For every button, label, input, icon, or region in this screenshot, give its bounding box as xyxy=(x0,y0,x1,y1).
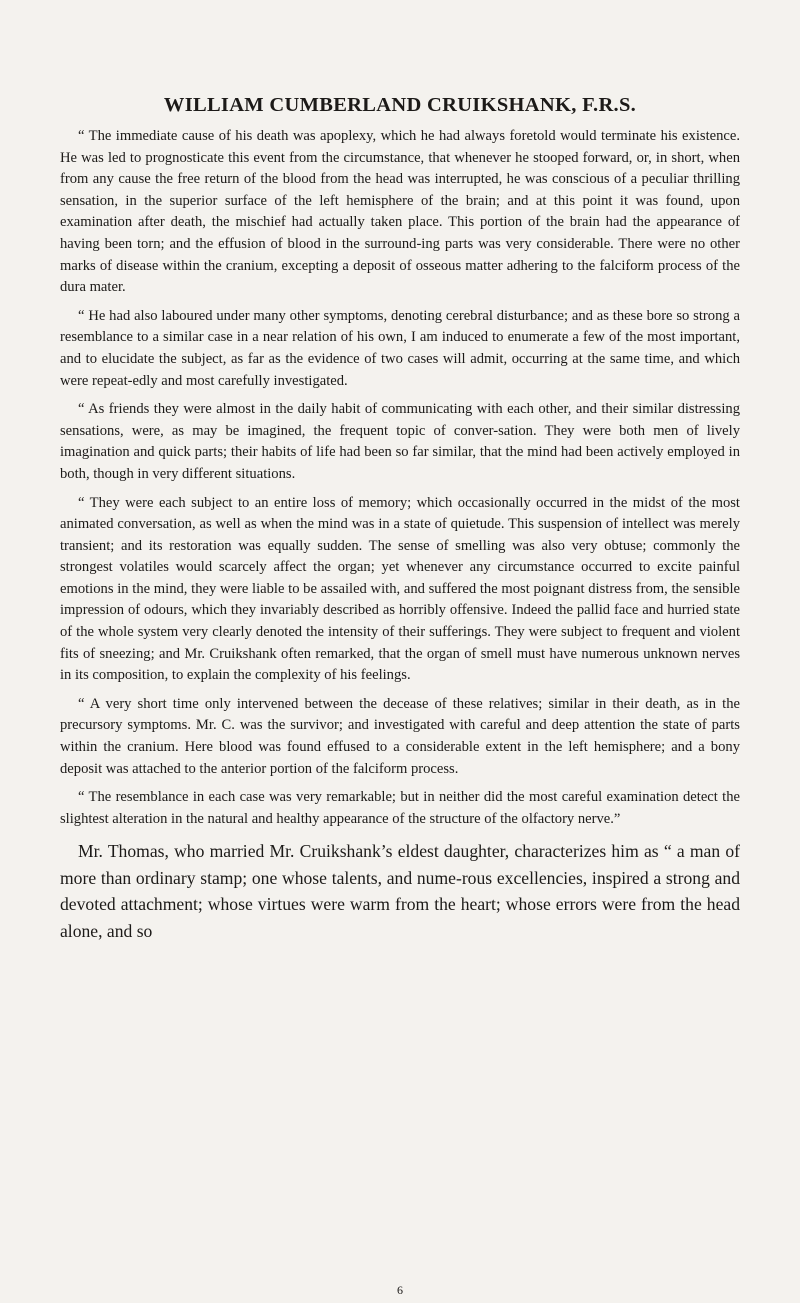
quote-paragraph-2: “ He had also laboured under many other symptoms, denoting cerebral disturbance; and as these bore so strong a resemblance to a similar case in a near relation of his own, I am induced to enumerate a few of the most important, and to elucidate the subject, as far as the evidence of two cases will admit, occurring at the same time, and which were repeat-edly and most carefully investigated. xyxy=(60,307,740,389)
page-body xyxy=(60,126,740,944)
running-head: WILLIAM CUMBERLAND CRUIKSHANK, F.R.S. xyxy=(163,94,637,116)
page-number: 6 xyxy=(397,1283,403,1297)
quote-paragraph-4: “ They were each subject to an entire loss of memory; which occasionally occurred in the midst of the most animated conversation, as well as when the mind was in a state of quietude. This suspension of intellect was merely transient; and its restoration was equally sudden. The sense of smelling was also very obtuse; commonly the strongest volatiles would scarcely affect the organ; yet whenever any circumstance occurred to excite painful emotions in the mind, they were liable to be assailed with, and suffered the most poignant distress from, the sensible impression of odours, which they invariably described as horribly offensive. Indeed the pallid face and hurried state of the whole system very clearly denoted the intensity of their sufferings. They were subject to frequent and violent fits of sneezing; and Mr. Cruikshank often remarked, that the organ of smell must have numerous unknown nerves in its composition, to explain the complexity of his feelings. xyxy=(60,494,740,684)
quote-paragraph-1: “ The immediate cause of his death was apoplexy, which he had always foretold would terminate his existence. He was led to prognosticate this event from the circumstance, that whenever he stooped forward, or, in short, when from any cause the free return of the blood from the head was interrupted, he was conscious of a peculiar thrilling sensation, in the superior surface of the left hemisphere of the brain; and at this point it was found, upon examination after death, the mischief had actually taken place. This portion of the brain had the appearance of having been torn; and the effusion of blood in the surround-ing parts was very considerable. There were no other marks of disease within the cranium, excepting a deposit of osseous matter adhering to the falciform process of the dura mater. xyxy=(60,128,740,296)
quote-paragraph-6: “ The resemblance in each case was very remarkable; but in neither did the most careful examination detect the slightest alteration in the natural and healthy appearance of the structure of the olfactory nerve.” xyxy=(60,789,740,827)
narrative-text xyxy=(60,838,740,944)
narrative-paragraph: Mr. Thomas, who married Mr. Cruikshank’s eldest daughter, characterizes him as “ a man of more than ordinary stamp; one whose talents, and nume-rous excellencies, inspired a strong and devoted attachment; whose virtues were warm from the heart; whose errors were from the head alone, and so xyxy=(60,841,740,941)
quote-paragraph-5: “ A very short time only intervened between the decease of these relatives; similar in their death, as in the precursory symptoms. Mr. C. was the survivor; and investigated with careful and deep attention the state of parts within the cranium. Here blood was found effused to a considerable extent in the left hemisphere; and a bony deposit was attached to the anterior portion of the falciform process. xyxy=(60,695,740,777)
quote-paragraph-3: “ As friends they were almost in the daily habit of communicating with each other, and their similar distressing sensations, were, as may be imagined, the frequent topic of conver-sation. They were both men of lively imagination and quick parts; their habits of life had been so far similar, that the mind had been actively employed in both, though in very different situations. xyxy=(60,401,740,482)
quoted-passage xyxy=(60,126,740,830)
